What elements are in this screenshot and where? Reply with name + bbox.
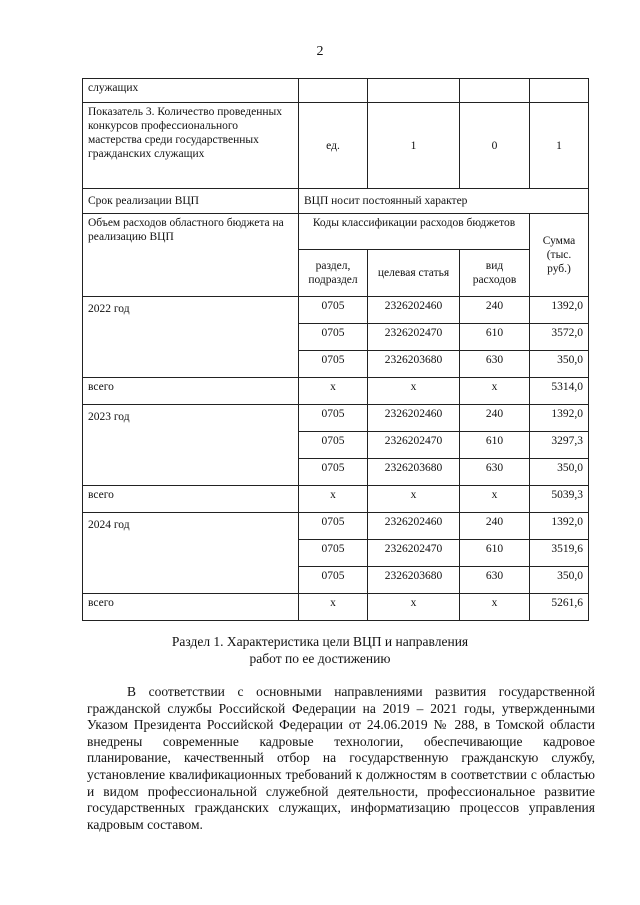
cell-type: х [460, 486, 530, 513]
cell-section: 0705 [299, 297, 368, 324]
cell-section: 0705 [299, 513, 368, 540]
cell-sum: 3519,6 [530, 540, 589, 567]
cell-article: 2326202460 [368, 405, 460, 432]
budget-label: Объем расходов областного бюджета на реализацию ВЦП [83, 214, 299, 297]
cell-type: 240 [460, 297, 530, 324]
cell-type: х [460, 378, 530, 405]
cell-section: 0705 [299, 432, 368, 459]
cell-sum: 3572,0 [530, 324, 589, 351]
cell-section: 0705 [299, 324, 368, 351]
cell-sum: 1392,0 [530, 297, 589, 324]
total-row [83, 486, 589, 513]
cell-type: 630 [460, 459, 530, 486]
cell-sum: 5314,0 [530, 378, 589, 405]
table-row [83, 79, 589, 103]
cell-article: х [368, 486, 460, 513]
cell-section: 0705 [299, 405, 368, 432]
cell-article: 2326202470 [368, 324, 460, 351]
year-label: 2023 год [83, 405, 299, 486]
subheader-article: целевая статья [368, 250, 460, 297]
cell-sum: 5039,3 [530, 486, 589, 513]
table-row [83, 513, 589, 540]
section-title [0, 633, 640, 667]
cell-article: 2326202470 [368, 432, 460, 459]
table-row [83, 297, 589, 324]
cell-article: х [368, 594, 460, 621]
page-number: 2 [316, 44, 324, 59]
cell-section: 0705 [299, 351, 368, 378]
cell-section: х [299, 378, 368, 405]
cell-type: 610 [460, 432, 530, 459]
cell-section: х [299, 594, 368, 621]
term-row [83, 189, 589, 214]
table-row [83, 405, 589, 432]
cell-section: х [299, 486, 368, 513]
cell-article: 2326202460 [368, 513, 460, 540]
cell-article: х [368, 378, 460, 405]
cell-type: 610 [460, 540, 530, 567]
subheader-type: вид расходов [460, 250, 530, 297]
year-label: 2024 год [83, 513, 299, 594]
cell-sum: 350,0 [530, 459, 589, 486]
cell-article: 2326202470 [368, 540, 460, 567]
cell-type: х [460, 594, 530, 621]
program-table [82, 78, 589, 621]
total-label: всего [83, 594, 299, 621]
subheader-section: раздел, подраздел [299, 250, 368, 297]
cell-type: 610 [460, 324, 530, 351]
cell-sum: 3297,3 [530, 432, 589, 459]
cell-article: 2326202460 [368, 297, 460, 324]
codes-title: Коды классификации расходов бюджетов [299, 214, 530, 250]
cell-sum: 350,0 [530, 351, 589, 378]
term-label: Срок реализации ВЦП [83, 189, 299, 214]
cell-section: 0705 [299, 540, 368, 567]
year-label: 2022 год [83, 297, 299, 378]
indicator-value: 0 [460, 103, 530, 189]
indicator-row [83, 103, 589, 189]
indicator-value: 1 [530, 103, 589, 189]
budget-header-row [83, 214, 589, 250]
cell-sum: 5261,6 [530, 594, 589, 621]
indicator-value: 1 [368, 103, 460, 189]
section-title-line: Раздел 1. Характеристика цели ВЦП и направления [171, 634, 469, 649]
cell-section: 0705 [299, 459, 368, 486]
cell-section: 0705 [299, 567, 368, 594]
cell-type: 630 [460, 567, 530, 594]
sum-title: Сумма (тыс. руб.) [530, 214, 589, 297]
total-label: всего [83, 378, 299, 405]
total-label: всего [83, 486, 299, 513]
cell-sum: 1392,0 [530, 405, 589, 432]
section-title-line: работ по ее достижению [249, 651, 391, 666]
section-paragraph [87, 684, 595, 833]
cell-sum: 350,0 [530, 567, 589, 594]
cell-type: 240 [460, 405, 530, 432]
indicator-label: Показатель 3. Количество проведенных конкурсов профессионального мастерства среди государственных гражданских служащих [83, 103, 299, 189]
total-row [83, 594, 589, 621]
cell-type: 630 [460, 351, 530, 378]
cell-article: 2326203680 [368, 351, 460, 378]
cell-article: 2326203680 [368, 567, 460, 594]
indicator-unit: ед. [299, 103, 368, 189]
cell-type: 240 [460, 513, 530, 540]
prev-row-label: служащих [83, 79, 299, 103]
paragraph-text: В соответствии с основными направлениями развития государственной гражданской службы Российской Федерации на 2019 – 2021 годы, утвержденными Указом Президента Российской Федерации от 24.06.2019 № 288, в Томской области внедрены современные кадровые технологии, обеспечивающие кадровое планирование, качественный отбор на государственную гражданскую службу, установление квалификационных требований к должностям в соответствии с областью и видом профессиональной служебной деятельности, профессиональное развитие государственных гражданских служащих, информатизацию процессов управления кадровым составом. [87, 684, 595, 832]
term-value: ВЦП носит постоянный характер [299, 189, 589, 214]
cell-article: 2326203680 [368, 459, 460, 486]
total-row [83, 378, 589, 405]
cell-sum: 1392,0 [530, 513, 589, 540]
